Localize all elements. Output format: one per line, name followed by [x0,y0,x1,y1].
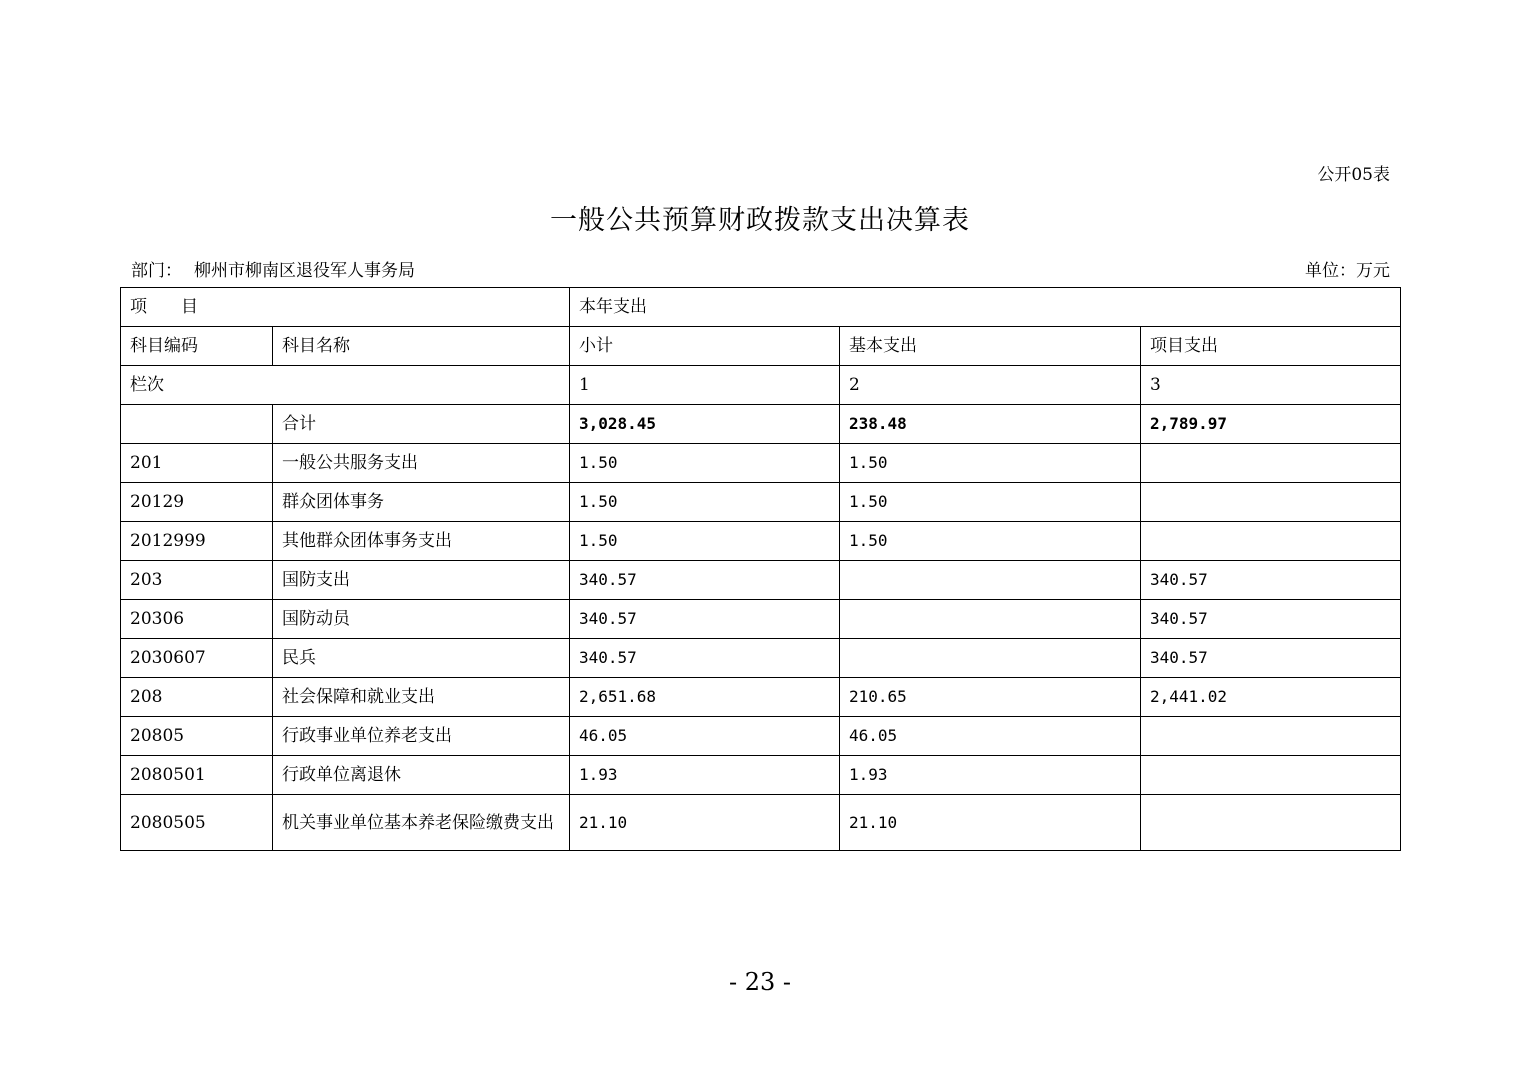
total-code-cell [121,405,273,444]
basic-cell [840,639,1141,678]
unit-label: 单位：万元 [1305,261,1390,281]
code-cell: 20129 [121,483,273,522]
code-cell: 2080505 [121,795,273,851]
name-cell: 国防动员 [273,600,570,639]
header-item-cell: 项 目 [121,288,570,327]
code-cell: 208 [121,678,273,717]
header-subtotal-cell: 小计 [570,327,840,366]
table-row [121,639,1401,678]
basic-cell: 210.65 [840,678,1141,717]
total-name-cell: 合计 [273,405,570,444]
table-row [121,756,1401,795]
basic-cell: 1.50 [840,522,1141,561]
basic-cell: 1.50 [840,483,1141,522]
table-row [121,522,1401,561]
basic-cell [840,561,1141,600]
header-row-1 [121,288,1401,327]
name-cell: 其他群众团体事务支出 [273,522,570,561]
total-basic-cell: 238.48 [840,405,1141,444]
column-index-3: 3 [1141,366,1401,405]
total-subtotal-cell: 3,028.45 [570,405,840,444]
total-row [121,405,1401,444]
basic-cell: 1.93 [840,756,1141,795]
project-cell: 340.57 [1141,639,1401,678]
header-current-year-cell: 本年支出 [570,288,1401,327]
header-basic-cell: 基本支出 [840,327,1141,366]
name-cell: 国防支出 [273,561,570,600]
department-name: 柳州市柳南区退役军人事务局 [194,261,415,281]
page-number: - 23 - [728,968,791,996]
subtotal-cell: 1.50 [570,444,840,483]
project-cell [1141,483,1401,522]
code-cell: 203 [121,561,273,600]
project-cell [1141,522,1401,561]
subtotal-cell: 340.57 [570,561,840,600]
name-cell: 一般公共服务支出 [273,444,570,483]
table-row [121,561,1401,600]
subtotal-cell: 1.93 [570,756,840,795]
table-row [121,600,1401,639]
name-cell: 民兵 [273,639,570,678]
name-cell: 机关事业单位基本养老保险缴费支出 [273,795,570,851]
name-cell: 行政单位离退休 [273,756,570,795]
subtotal-cell: 1.50 [570,522,840,561]
code-cell: 201 [121,444,273,483]
code-cell: 2030607 [121,639,273,678]
name-cell: 行政事业单位养老支出 [273,717,570,756]
basic-cell: 21.10 [840,795,1141,851]
code-cell: 20805 [121,717,273,756]
column-index-1: 1 [570,366,840,405]
subtotal-cell: 46.05 [570,717,840,756]
table-row [121,678,1401,717]
code-cell: 2012999 [121,522,273,561]
total-project-cell: 2,789.97 [1141,405,1401,444]
department-label: 部门： [131,261,182,281]
subtotal-cell: 340.57 [570,600,840,639]
form-number: 公开05表 [1317,165,1390,185]
table-row [121,444,1401,483]
project-cell [1141,756,1401,795]
table-row [121,483,1401,522]
header-name-cell: 科目名称 [273,327,570,366]
table-row [121,795,1401,851]
project-cell [1141,444,1401,483]
code-cell: 20306 [121,600,273,639]
department-line [131,256,415,281]
project-cell [1141,795,1401,851]
column-index-2: 2 [840,366,1141,405]
basic-cell: 1.50 [840,444,1141,483]
project-cell: 340.57 [1141,600,1401,639]
table-row [121,717,1401,756]
header-row-2 [121,327,1401,366]
header-project-cell: 项目支出 [1141,327,1401,366]
column-index-row [121,366,1401,405]
code-cell: 2080501 [121,756,273,795]
basic-cell [840,600,1141,639]
column-index-label: 栏次 [121,366,570,405]
budget-table [120,287,1401,851]
name-cell: 群众团体事务 [273,483,570,522]
subtotal-cell: 340.57 [570,639,840,678]
basic-cell: 46.05 [840,717,1141,756]
document-title: 一般公共预算财政拨款支出决算表 [550,205,970,236]
project-cell: 340.57 [1141,561,1401,600]
subtotal-cell: 2,651.68 [570,678,840,717]
subtotal-cell: 21.10 [570,795,840,851]
header-code-cell: 科目编码 [121,327,273,366]
project-cell [1141,717,1401,756]
name-cell: 社会保障和就业支出 [273,678,570,717]
project-cell: 2,441.02 [1141,678,1401,717]
subtotal-cell: 1.50 [570,483,840,522]
